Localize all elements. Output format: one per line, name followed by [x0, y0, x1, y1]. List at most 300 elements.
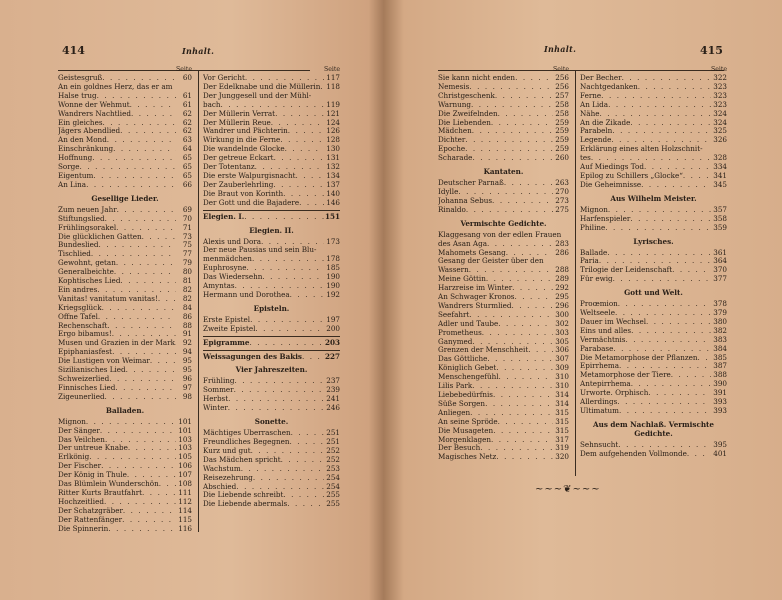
- toc-entry: [203, 246, 340, 255]
- dot-leader: [255, 163, 324, 172]
- entry-title: Rinaldo: [438, 205, 466, 214]
- toc-entry: [580, 145, 727, 154]
- entry-title: Jägers Abendlied: [58, 127, 121, 136]
- toc-entry: [58, 507, 192, 516]
- dot-leader: [311, 92, 324, 101]
- entry-page: 273: [555, 196, 569, 205]
- entry-page: 259: [555, 145, 569, 154]
- entry-page: 103: [178, 435, 192, 444]
- dot-leader: [80, 163, 176, 172]
- entry-page: 84: [182, 303, 192, 312]
- toc-entry: [438, 110, 569, 119]
- dot-leader: [630, 119, 711, 128]
- dot-leader: [86, 181, 176, 190]
- entry-title: Seefahrt: [438, 310, 470, 319]
- toc-entry: [438, 311, 569, 320]
- entry-title: Eigentum: [58, 171, 94, 180]
- entry-page: 239: [326, 386, 340, 395]
- entry-page: 96: [182, 375, 192, 383]
- dot-leader: [247, 264, 324, 273]
- entry-title: Kriegsglück: [58, 303, 102, 312]
- entry-page: 314: [555, 399, 569, 408]
- dot-leader: [486, 275, 553, 284]
- toc-entry: [58, 172, 192, 181]
- entry-page: 65: [182, 154, 192, 163]
- entry-title: Herbst: [203, 395, 229, 404]
- toc-entry: [203, 500, 340, 509]
- dot-leader: [599, 257, 711, 266]
- dot-leader: [514, 293, 553, 302]
- dot-leader: [285, 145, 324, 154]
- entry-title: Der Zauberlehrling: [203, 180, 274, 189]
- toc-entry: [580, 407, 727, 416]
- entry-title: bach: [203, 100, 221, 109]
- dot-leader: [512, 284, 553, 293]
- entry-title: Urworte. Orphisch: [580, 389, 649, 398]
- entry-page: 326: [713, 136, 727, 145]
- entry-title: Meine Göttin: [438, 275, 486, 284]
- toc-entry: [438, 240, 569, 249]
- toc-entry: [438, 206, 569, 215]
- entry-page: 391: [713, 389, 727, 398]
- entry-page: 111: [178, 488, 192, 497]
- toc-entry: [203, 145, 340, 154]
- toc-entry: [580, 119, 727, 128]
- toc-entry: [438, 436, 569, 445]
- entry-title: Vermächtnis: [580, 335, 626, 344]
- dot-leader: [114, 268, 176, 277]
- entry-title: Generalbeichte: [58, 268, 114, 277]
- dot-leader: [273, 181, 324, 190]
- entry-title: Der Totentanz: [203, 163, 255, 172]
- entry-title: Adler und Taube: [438, 319, 499, 328]
- entry-page: 124: [326, 118, 340, 127]
- toc-entry: [438, 101, 569, 110]
- toc-entry: [580, 327, 727, 336]
- entry-title: Epigramme: [203, 338, 250, 347]
- dot-leader: [262, 273, 324, 282]
- entry-page: 384: [713, 344, 727, 353]
- entry-page: 95: [182, 366, 192, 375]
- dot-leader: [465, 136, 553, 145]
- dot-leader: [491, 119, 553, 128]
- dot-leader: [470, 409, 553, 418]
- entry-page: 121: [326, 109, 340, 118]
- dot-leader: [244, 213, 324, 222]
- toc-entry: [203, 127, 340, 136]
- entry-page: 323: [713, 100, 727, 109]
- entry-title: Sommer: [203, 386, 234, 395]
- entry-title: Lilis Park: [438, 382, 473, 391]
- dot-leader: [92, 154, 176, 163]
- section-heading: Aus dem Nachlaß. Vermischte Gedichte.: [593, 419, 714, 438]
- dot-leader: [245, 74, 324, 83]
- entry-title: An die Zikade: [580, 118, 631, 127]
- toc-entry: [438, 338, 569, 347]
- entry-title: Dem aufgehenden Vollmonde: [580, 449, 687, 458]
- entry-page: 325: [713, 127, 727, 136]
- entry-title: Die Metamorphose der Pflanzen: [580, 353, 698, 362]
- dot-leader: [544, 257, 553, 266]
- section-heading: Sonette.: [254, 417, 289, 427]
- entry-title: An Schwager Kronos: [438, 293, 515, 302]
- entry-page: 387: [713, 362, 727, 371]
- toc-entry: [58, 366, 192, 375]
- dot-leader: [271, 119, 324, 128]
- entry-title: Kophtisches Lied: [58, 277, 121, 286]
- entry-page: 82: [182, 285, 192, 294]
- entry-title: Das Mädchen spricht: [203, 455, 281, 464]
- entry-page: 289: [555, 275, 569, 284]
- toc-entry: [580, 362, 727, 371]
- entry-title: Ein gleiches: [58, 118, 103, 127]
- entry-page: 306: [555, 346, 569, 355]
- entry-title: Der neue Pausias und sein Blu-: [203, 246, 317, 255]
- dot-leader: [638, 83, 711, 92]
- toc-entry: [580, 300, 727, 309]
- dot-leader: [487, 240, 553, 249]
- toc-entry: [203, 282, 340, 291]
- entry-title: Die Liebende abermals: [203, 500, 288, 509]
- toc-entry: [580, 163, 727, 172]
- entry-page: 91: [182, 330, 192, 339]
- dot-leader: [671, 371, 711, 380]
- dot-leader: [102, 304, 176, 313]
- entry-page: 64: [182, 145, 192, 154]
- toc-entry: [438, 275, 569, 284]
- toc-column-left-1: [58, 66, 192, 534]
- dot-leader: [498, 418, 553, 427]
- section-heading: Aus Wilhelm Meister.: [610, 193, 697, 203]
- dot-leader: [698, 354, 711, 363]
- dot-leader: [498, 320, 553, 329]
- dot-leader: [499, 373, 553, 382]
- toc-entry: [58, 74, 192, 83]
- entry-page: 192: [326, 290, 340, 299]
- dot-leader: [112, 330, 176, 339]
- dot-leader: [89, 453, 176, 462]
- dot-leader: [120, 277, 176, 286]
- entry-title: des Asan Aga: [438, 239, 487, 248]
- toc-entry: [58, 136, 192, 145]
- toc-entry: [438, 418, 569, 427]
- entry-page: 275: [555, 205, 569, 214]
- entry-title: Zum neuen Jahr: [58, 205, 117, 214]
- entry-title: Liebebedürfnis: [438, 391, 493, 399]
- entry-title: Deutscher Parnaß: [438, 179, 504, 188]
- entry-page: 241: [326, 395, 340, 404]
- entry-page: 115: [178, 515, 192, 524]
- entry-page: 73: [182, 232, 192, 241]
- entry-page: 70: [182, 214, 192, 223]
- entry-title: Eins und alles: [580, 326, 632, 335]
- entry-page: [324, 246, 340, 255]
- dot-leader: [116, 224, 176, 233]
- entry-title: Legende: [580, 136, 612, 145]
- dot-leader: [631, 380, 711, 389]
- entry-page: 60: [182, 74, 192, 82]
- toc-entry: [203, 438, 340, 447]
- section-rule: [203, 350, 340, 351]
- entry-title: Mignon: [58, 417, 86, 426]
- dot-leader: [122, 516, 176, 525]
- section-rule: [203, 336, 340, 337]
- entry-title: Epiphaniasfest: [58, 348, 113, 357]
- entry-title: Elegien. I.: [203, 212, 245, 221]
- dot-leader: [131, 110, 176, 119]
- entry-title: Ultimatum: [580, 407, 619, 415]
- entry-title: Nachtgedanken: [580, 82, 638, 91]
- entry-page: 146: [326, 198, 340, 207]
- entry-page: 323: [713, 91, 727, 100]
- entry-page: 377: [713, 275, 727, 284]
- entry-page: 315: [555, 417, 569, 426]
- entry-title: Scharade: [438, 154, 473, 163]
- entry-title: Der Gott und die Bajadere: [203, 198, 300, 207]
- dot-leader: [703, 145, 711, 154]
- dot-leader: [91, 250, 176, 259]
- dot-leader: [235, 282, 324, 291]
- entry-page: 246: [326, 404, 340, 413]
- toc-entry: [438, 453, 569, 462]
- entry-page: 334: [713, 163, 727, 172]
- entry-title: Das Veilchen: [58, 435, 105, 444]
- toc-entry: [203, 353, 340, 362]
- entry-title: Bundeslied: [58, 241, 99, 250]
- toc-entry: [580, 172, 727, 181]
- toc-entry: [580, 257, 727, 266]
- dot-leader: [109, 375, 176, 384]
- toc-entry: [580, 92, 727, 101]
- entry-title: Stiftungslied: [58, 214, 105, 223]
- toc-entry: [580, 441, 727, 450]
- entry-title: Der Edelknabe und die Müllerin: [203, 82, 321, 91]
- dot-leader: [128, 444, 176, 453]
- section-heading: Vermischte Gedichte.: [460, 218, 547, 228]
- entry-title: Christgeschenk: [438, 91, 495, 100]
- entry-page: 258: [555, 100, 569, 109]
- entry-page: 361: [713, 248, 727, 257]
- entry-title: Paria: [580, 257, 599, 266]
- entry-page: 66: [182, 180, 192, 189]
- dot-leader: [469, 266, 553, 275]
- dot-leader: [591, 154, 711, 163]
- toc-entry: [58, 127, 192, 136]
- toc-entry: [58, 181, 192, 190]
- toc-entry: [58, 313, 192, 322]
- entry-title: An Lina: [58, 180, 87, 189]
- entry-page: 345: [713, 180, 727, 189]
- dot-leader: [235, 377, 324, 386]
- toc-entry: [203, 316, 340, 325]
- toc-entry: [58, 250, 192, 259]
- dot-leader: [105, 215, 176, 224]
- entry-page: 295: [555, 293, 569, 302]
- dot-leader: [253, 474, 324, 483]
- section-heading: Kantaten.: [483, 167, 524, 177]
- dot-leader: [234, 386, 324, 395]
- entry-title: An seine Spröde: [438, 417, 498, 426]
- entry-page: 140: [326, 189, 340, 198]
- entry-page: 237: [326, 377, 340, 386]
- entry-page: 130: [326, 145, 340, 154]
- toc-entry: [580, 136, 727, 145]
- entry-page: 296: [555, 301, 569, 310]
- section-heading: Balladen.: [105, 405, 145, 415]
- toc-entry: [580, 354, 727, 363]
- entry-page: 288: [555, 266, 569, 275]
- entry-title: Nemesis: [438, 82, 470, 91]
- entry-title: Die Lustigen von Weimar: [58, 357, 150, 366]
- entry-page: 300: [555, 310, 569, 319]
- entry-page: 101: [178, 417, 192, 426]
- entry-page: 251: [326, 429, 340, 438]
- entry-title: Magisches Netz: [438, 453, 497, 462]
- entry-page: 393: [713, 398, 727, 407]
- dot-leader: [130, 101, 176, 110]
- entry-title: Parabeln: [580, 127, 613, 136]
- dot-leader: [487, 355, 553, 364]
- entry-page: 359: [713, 223, 727, 232]
- dot-leader: [480, 444, 553, 453]
- section-rule: [203, 210, 340, 211]
- dot-leader: [472, 338, 553, 347]
- entry-title: Die Liebende schreibt: [203, 491, 284, 500]
- entry-page: 118: [326, 82, 340, 91]
- section-heading: Gesellige Lieder.: [91, 193, 159, 203]
- toc-entry: [438, 83, 569, 92]
- entry-title: Rechenschaft: [58, 321, 108, 330]
- toc-entry: [438, 231, 569, 240]
- dot-leader: [158, 295, 176, 304]
- toc-entry: [203, 74, 340, 83]
- toc-entry: [58, 444, 192, 453]
- toc-entry: [438, 266, 569, 275]
- toc-entry: [203, 172, 340, 181]
- entry-page: 112: [178, 497, 192, 506]
- dot-leader: [104, 498, 176, 507]
- dot-leader: [612, 127, 711, 136]
- entry-title: Vor Gericht: [203, 74, 245, 82]
- entry-page: 286: [555, 248, 569, 257]
- entry-page: 315: [555, 408, 569, 417]
- entry-title: Der untreue Knabe: [58, 444, 128, 453]
- entry-title: Weissagungen des Bakis: [203, 352, 302, 361]
- toc-entry: [438, 444, 569, 453]
- toc-entry: [203, 136, 340, 145]
- entry-page: 107: [178, 471, 192, 480]
- entry-title: Der Rattenfänger: [58, 515, 123, 524]
- toc-entry: [203, 273, 340, 282]
- entry-title: Einschränkung: [58, 145, 114, 154]
- entry-page: 77: [182, 250, 192, 259]
- dot-leader: [631, 327, 711, 336]
- entry-title: Ergo bibamus!: [58, 330, 112, 339]
- entry-title: Epirrhema: [580, 362, 620, 371]
- entry-page: 380: [713, 317, 727, 326]
- toc-entry: [58, 268, 192, 277]
- dot-leader: [302, 353, 324, 362]
- toc-entry: [580, 127, 727, 136]
- toc-entry: [203, 404, 340, 413]
- toc-entry: [203, 447, 340, 456]
- dot-leader: [98, 313, 176, 322]
- entry-page: 103: [178, 444, 192, 453]
- toc-entry: [203, 386, 340, 395]
- toc-entry: [580, 83, 727, 92]
- dot-leader: [115, 384, 176, 393]
- entry-title: Mahomets Gesang: [438, 248, 506, 257]
- entry-title: Finnisches Lied: [58, 383, 116, 392]
- toc-entry: [580, 389, 727, 398]
- entry-title: Anliegen: [438, 408, 471, 417]
- toc-entry: [203, 456, 340, 465]
- section-heading: Lyrisches.: [633, 236, 674, 246]
- toc-entry: [438, 257, 569, 266]
- entry-title: Allerdings: [580, 398, 618, 407]
- entry-title: Morgenklagen: [438, 435, 492, 444]
- toc-entry: [203, 110, 340, 119]
- entry-title: Johanna Sebus: [438, 196, 493, 205]
- dot-leader: [290, 438, 324, 447]
- entry-title: Wachstum: [203, 464, 241, 473]
- toc-entry: [58, 286, 192, 295]
- running-head-left: Inhalt.: [182, 46, 215, 56]
- toc-entry: [58, 215, 192, 224]
- entry-page: 65: [182, 163, 192, 172]
- entry-page: 62: [182, 109, 192, 118]
- toc-entry: [438, 400, 569, 409]
- entry-title: Der Müllerin Verrat: [203, 109, 276, 118]
- toc-entry: [438, 302, 569, 311]
- entry-page: 341: [713, 171, 727, 180]
- entry-title: Dichter: [438, 136, 466, 145]
- dot-leader: [316, 246, 324, 255]
- toc-entry: [58, 163, 192, 172]
- entry-title: Reisezehrung: [203, 473, 253, 482]
- entry-page: 382: [713, 326, 727, 335]
- entry-title: An ein goldnes Herz, das er am: [58, 82, 173, 91]
- dot-leader: [613, 345, 711, 354]
- toc-entry: [203, 119, 340, 128]
- toc-entry: [58, 145, 192, 154]
- toc-entry: [58, 233, 192, 242]
- dot-leader: [630, 215, 711, 224]
- entry-page: 370: [713, 266, 727, 275]
- entry-title: Für ewig: [580, 275, 613, 284]
- dot-leader: [120, 127, 176, 136]
- dot-leader: [283, 491, 324, 500]
- entry-title: Epilog zu Schillers „Glocke“: [580, 171, 683, 180]
- toc-entry: [203, 213, 340, 222]
- entry-page: 134: [326, 171, 340, 180]
- dot-leader: [471, 101, 553, 110]
- column-divider: [575, 70, 576, 476]
- entry-page: 105: [178, 453, 192, 462]
- column-divider: [198, 70, 199, 532]
- entry-page: 379: [713, 309, 727, 318]
- entry-title: Süße Sorgen: [438, 399, 486, 408]
- entry-page: [553, 257, 569, 266]
- entry-page: 314: [555, 391, 569, 399]
- entry-page: 251: [326, 438, 340, 446]
- toc-entry: [580, 249, 727, 258]
- toc-entry: [58, 119, 192, 128]
- toc-entry: [580, 450, 727, 459]
- dot-leader: [472, 382, 553, 391]
- dot-leader: [255, 325, 324, 334]
- dot-leader: [515, 74, 553, 83]
